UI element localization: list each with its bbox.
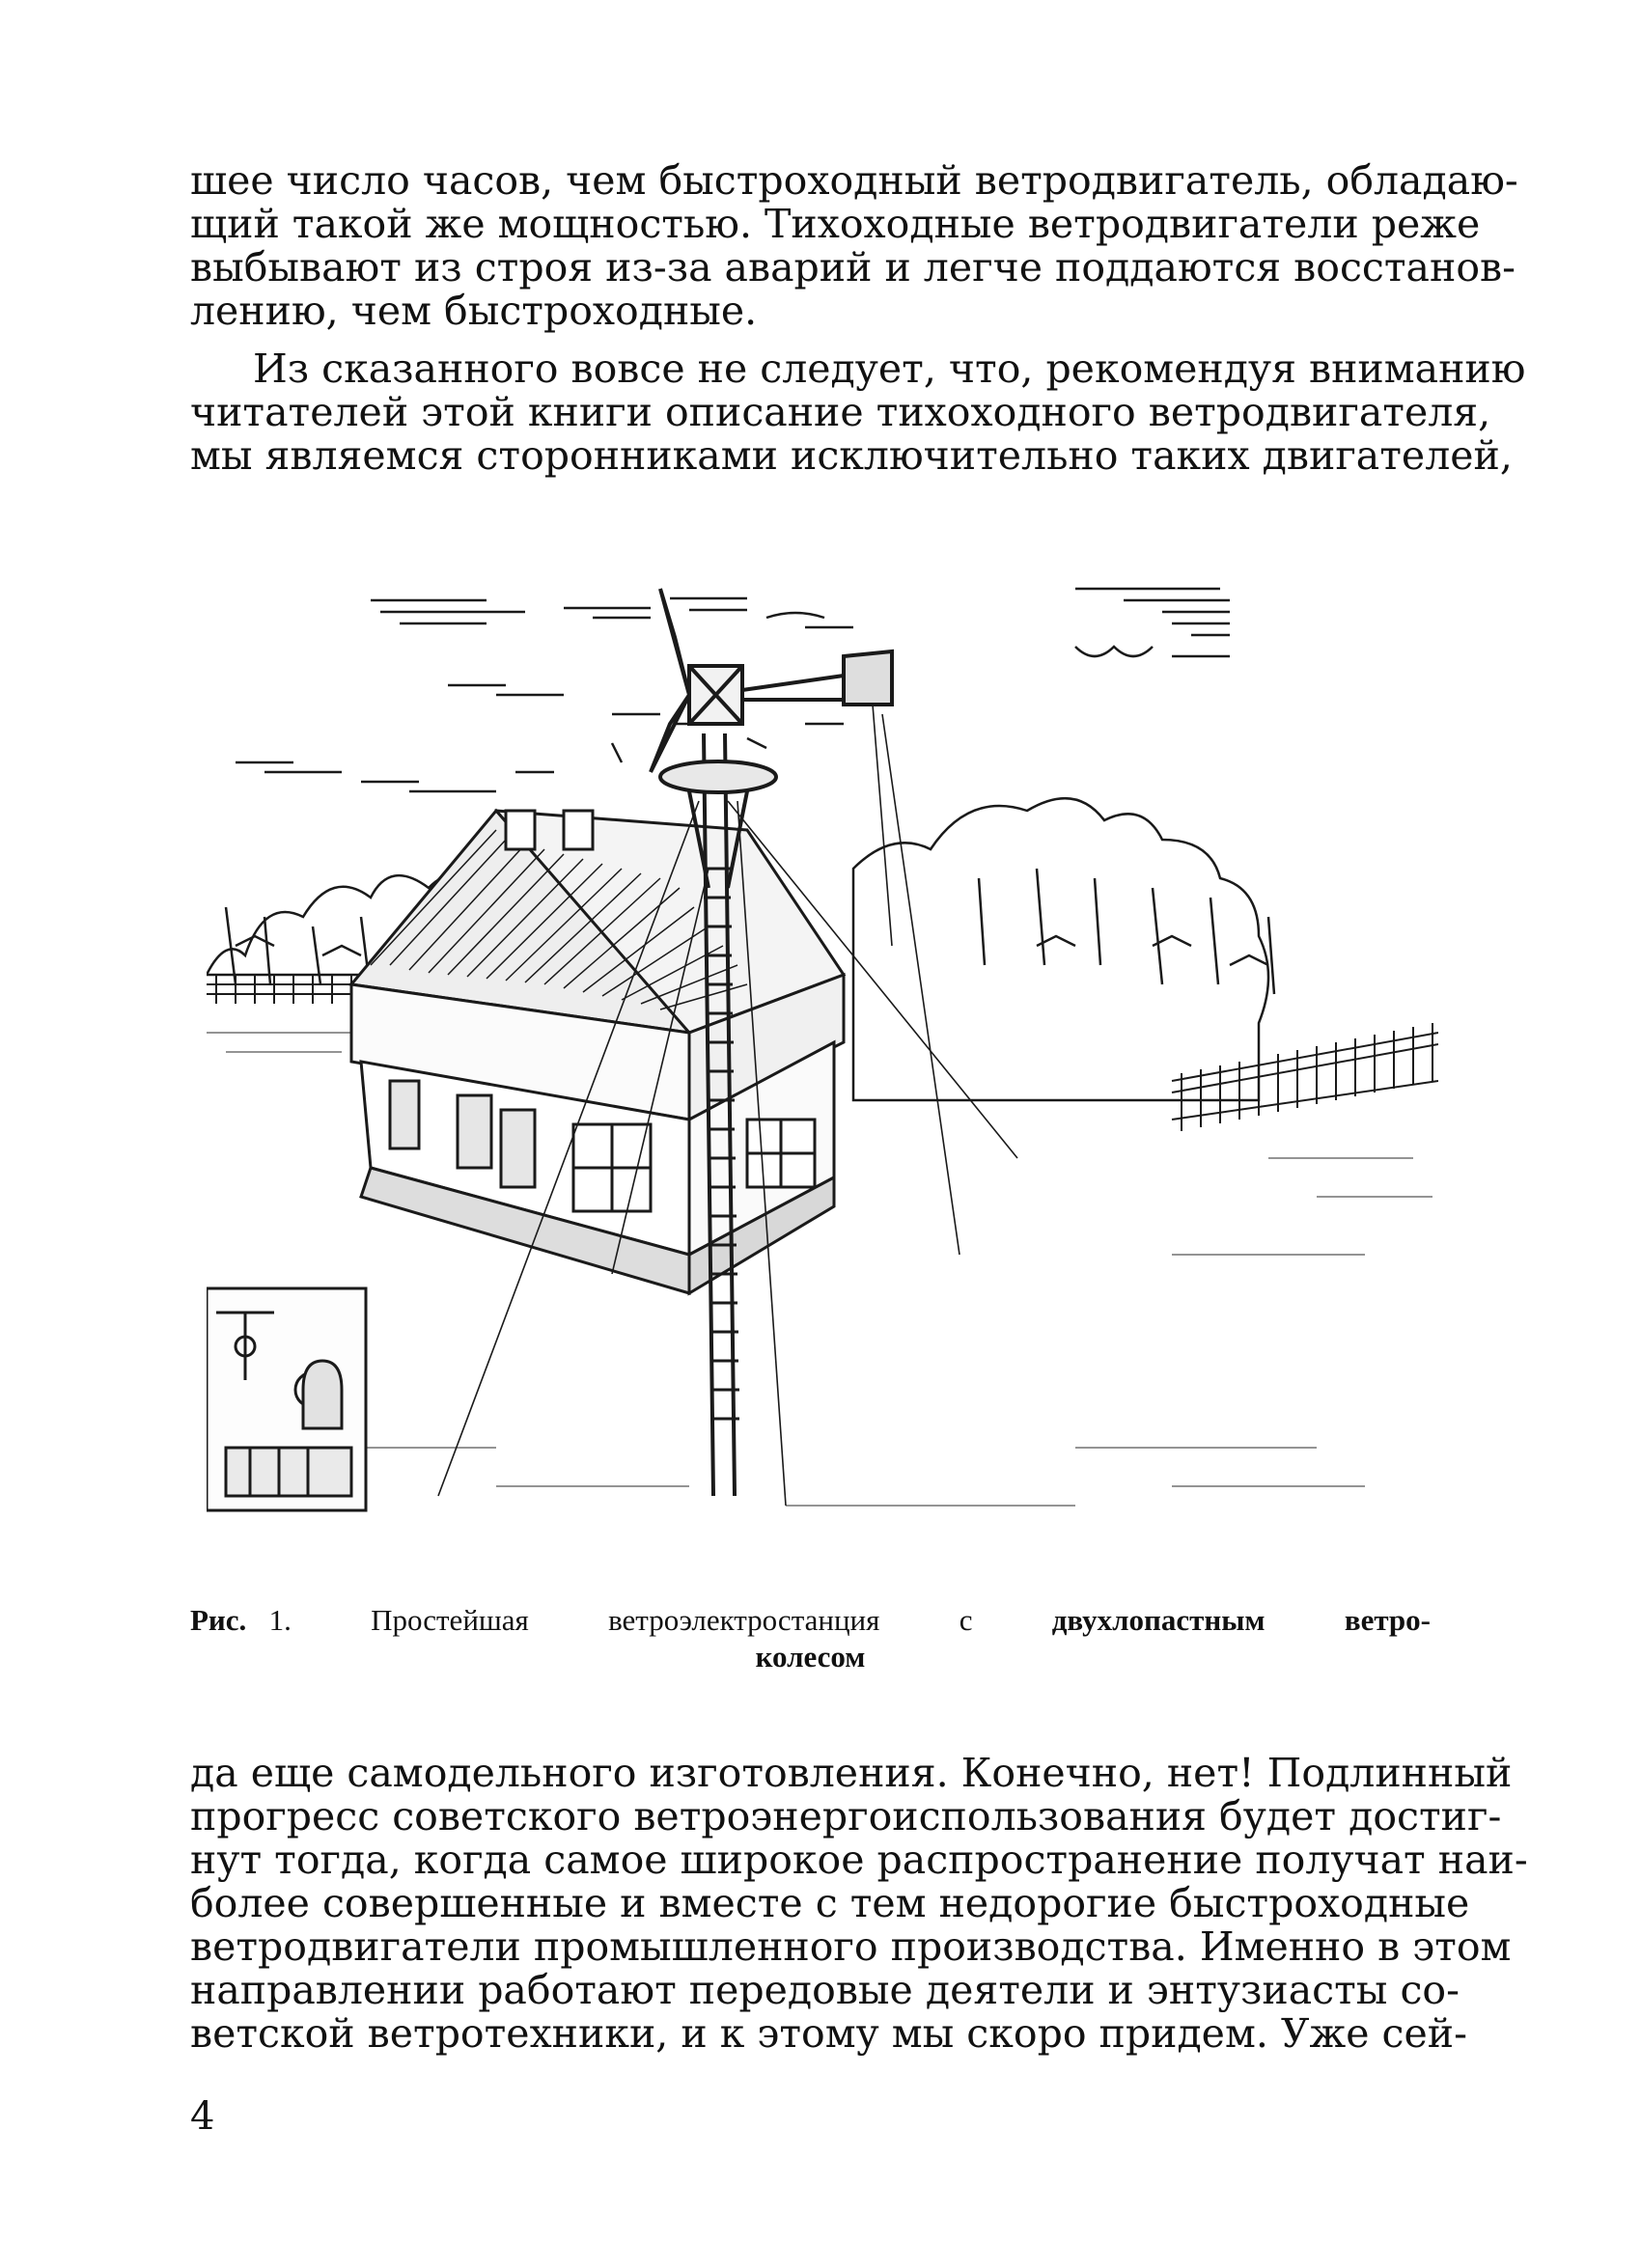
caption-word: Простейшая (371, 1603, 529, 1637)
figure-caption (190, 1602, 1431, 1675)
caption-label-group (190, 1602, 292, 1639)
caption-line-1 (190, 1602, 1431, 1639)
text-line: выбывают из строя из-за аварий и легче поддаются восстанов- (190, 244, 1516, 290)
caption-word: ветро- (1344, 1603, 1431, 1637)
caption-word: ветроэлектростанция (608, 1603, 880, 1637)
caption-line-2: колесом (755, 1640, 866, 1673)
text-line: прогресс советского ветроэнергоиспользования будет достиг- (190, 1793, 1502, 1839)
text-line: более совершенные и вместе с тем недорогие быстроходные (190, 1880, 1470, 1926)
windmill-house-illustration (207, 579, 1438, 1544)
text-line: направлении работают передовые деятели и энтузиасты со- (190, 1967, 1460, 2013)
caption-word: двухлопастным (1051, 1603, 1266, 1637)
paragraph-2 (190, 346, 1526, 479)
text-line: читателей этой книги описание тихоходного ветродвигателя, (190, 389, 1491, 435)
caption-label: Рис. (190, 1603, 247, 1637)
text-line: ветской ветротехники, и к этому мы скоро придем. Уже сей- (190, 2010, 1467, 2057)
text-line: Из сказанного вовсе не следует, что, рекомендуя вниманию (253, 346, 1526, 392)
text-line: ветродвигатели промышленного производства. Именно в этом (190, 1923, 1512, 1970)
text-line: мы являемся сторонниками исключительно таких двигателей, (190, 432, 1513, 479)
page-number: 4 (190, 2094, 215, 2139)
paragraph-1 (190, 157, 1518, 334)
inset-interior (207, 1288, 366, 1510)
paragraph-3 (190, 1750, 1528, 2057)
text-line: лению, чем быстроходные. (190, 288, 758, 334)
caption-number: 1. (268, 1603, 292, 1637)
text-line: шее число часов, чем быстроходный ветродвигатель, обладаю- (190, 157, 1518, 204)
house (351, 811, 844, 1293)
text-line: щий такой же мощностью. Тихоходные ветродвигатели реже (190, 201, 1481, 247)
text-line: да еще самодельного изготовления. Конечно, нет! Подлинный (190, 1750, 1513, 1796)
text-line: нут тогда, когда самое широкое распространение получат наи- (190, 1837, 1528, 1883)
caption-word: с (959, 1603, 973, 1637)
